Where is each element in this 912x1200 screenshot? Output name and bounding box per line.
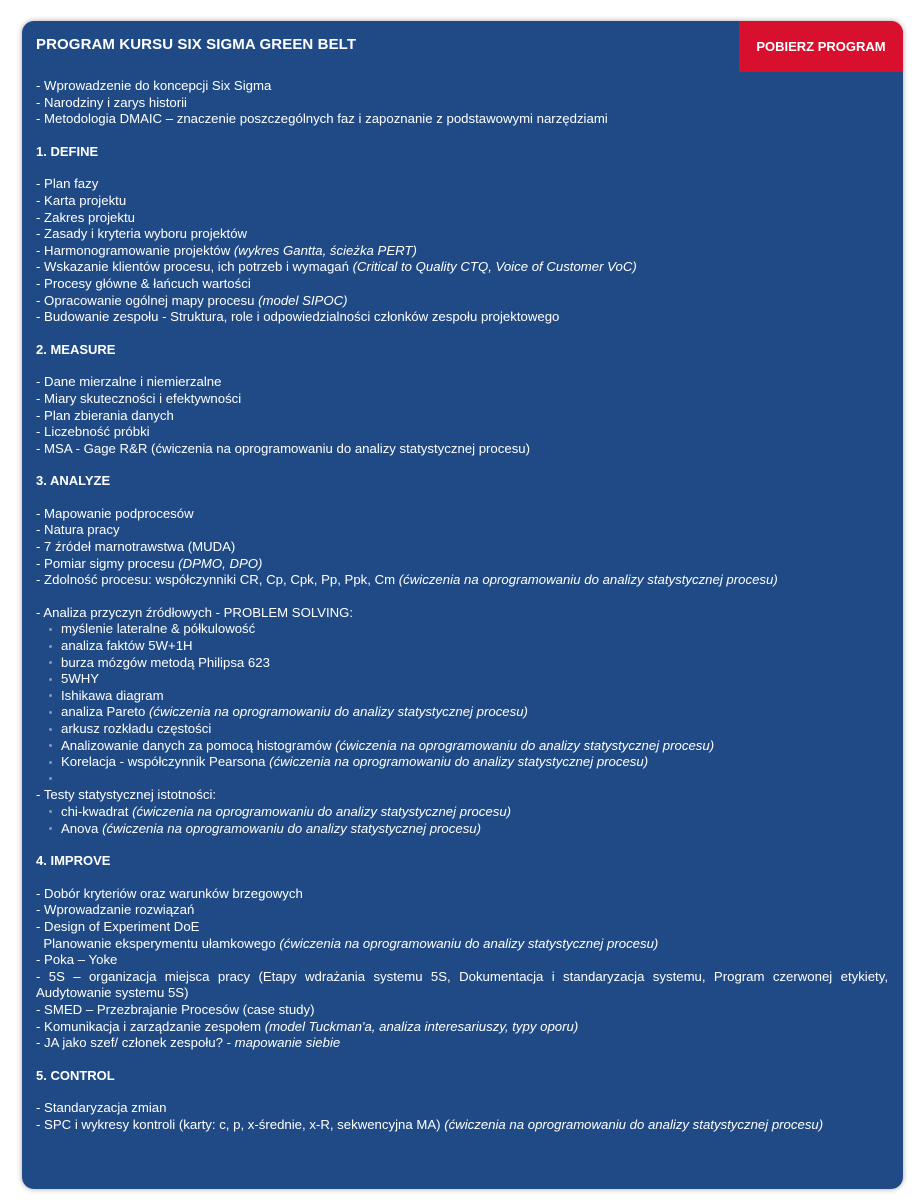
- list-item: - Miary skuteczności i efektywności: [36, 390, 242, 406]
- item-note: (ćwiczenia na oprogramowaniu do analizy statystycznej procesu): [335, 737, 715, 753]
- section-heading-define: 1. DEFINE: [36, 143, 99, 159]
- item-text: - SMED – Przezbrajanie Procesów (case study): [36, 1001, 315, 1017]
- item-note: (ćwiczenia na oprogramowaniu do analizy statystycznej procesu): [444, 1116, 824, 1132]
- list-item: [36, 902, 888, 919]
- sub-list-item: [36, 704, 888, 721]
- list-item: - MSA - Gage R&R (ćwiczenia na oprogramowaniu do analizy statystycznej procesu): [36, 440, 531, 456]
- item-text: Korelacja - współczynnik Pearsona: [61, 754, 270, 770]
- list-item: [36, 176, 888, 193]
- item-text: - Komunikacja i zarządzanie zespołem: [36, 1018, 265, 1034]
- item-text: - 5S – organizacja miejsca pracy (Etapy wdrażania systemu 5S, Dokumentacja i standaryzacja systemu, Program czerwonej etykiety, Audytowanie systemu 5S): [36, 968, 888, 1001]
- item-text: - Pomiar sigmy procesu: [36, 555, 179, 571]
- list-item: [36, 1117, 888, 1134]
- item-text: 5WHY: [61, 671, 100, 687]
- item-note: (ćwiczenia na oprogramowaniu do analizy statystycznej procesu): [398, 572, 778, 588]
- item-text: - Zasady i kryteria wyboru projektów: [36, 226, 248, 242]
- list-item: [36, 193, 888, 210]
- item-text: burza mózgów metodą Philipsa 623: [61, 654, 270, 670]
- list-item: [36, 309, 888, 326]
- item-note: (ćwiczenia na oprogramowaniu do analizy statystycznej procesu): [102, 820, 482, 836]
- item-text: - Poka – Yoke: [36, 952, 118, 968]
- sub-list-item: [36, 754, 888, 771]
- item-text: arkusz rozkładu częstości: [61, 721, 212, 736]
- item-text: Planowanie eksperymentu ułamkowego: [36, 935, 280, 951]
- sub-list-item: [36, 721, 888, 738]
- sub-list-item: [36, 655, 888, 672]
- sub-list-item: [36, 821, 888, 838]
- item-text: - Opracowanie ogólnej mapy procesu: [36, 292, 259, 308]
- list-item: [36, 293, 888, 310]
- item-note: (ćwiczenia na oprogramowaniu do analizy statystycznej procesu): [279, 935, 659, 951]
- item-text: - Procesy główne & łańcuch wartości: [36, 275, 251, 291]
- item-note: (ćwiczenia na oprogramowaniu do analizy statystycznej procesu): [269, 754, 649, 770]
- item-note: (model Tuckman'a, analiza interesariuszy, typy oporu): [264, 1018, 579, 1034]
- item-text: - Karta projektu: [36, 192, 127, 208]
- sub-list-item: [36, 621, 888, 638]
- item-text: - 7 źródeł marnotrawstwa (MUDA): [36, 539, 236, 555]
- item-note: (DPMO, DPO): [178, 555, 263, 571]
- root-cause-title: - Analiza przyczyn źródłowych - PROBLEM SOLVING:: [36, 604, 354, 620]
- item-text: - Budowanie zespołu - Struktura, role i odpowiedzialności członków zespołu projektowego: [36, 309, 560, 325]
- list-item: - Dane mierzalne i niemierzalne: [36, 374, 222, 390]
- item-text: - Standaryzacja zmian: [36, 1100, 167, 1116]
- item-text: analiza faktów 5W+1H: [61, 638, 193, 654]
- course-program-card: [22, 21, 903, 1189]
- item-text: - Natura pracy: [36, 522, 120, 538]
- item-text: - Zdolność procesu: współczynniki CR, Cp, Cpk, Pp, Ppk, Cm: [36, 572, 399, 588]
- item-text: - Design of Experiment DoE: [36, 918, 200, 934]
- section-heading-measure: 2. MEASURE: [36, 341, 116, 357]
- list-item: [36, 1019, 888, 1036]
- item-text: - Mapowanie podprocesów: [36, 505, 194, 521]
- list-item: [36, 210, 888, 227]
- list-item: [36, 506, 888, 523]
- item-text: - Wskazanie klientów procesu, ich potrzeb i wymagań: [36, 259, 353, 275]
- item-text: - Wprowadzanie rozwiązań: [36, 902, 195, 918]
- sub-list-item-empty: [36, 771, 888, 788]
- item-text: Anova: [61, 820, 103, 836]
- intro-item: - Metodologia DMAIC – znaczenie poszczególnych faz i zapoznanie z podstawowymi narzędziami: [36, 111, 608, 127]
- item-note: (ćwiczenia na oprogramowaniu do analizy statystycznej procesu): [148, 704, 528, 720]
- sub-list-item: [36, 671, 888, 688]
- item-note: mapowanie siebie: [234, 1035, 341, 1051]
- list-item: [36, 243, 888, 260]
- item-text: Analizowanie danych za pomocą histogramów: [61, 737, 336, 753]
- item-text: chi-kwadrat: [61, 803, 133, 819]
- item-text: - JA jako szef/ członek zespołu? -: [36, 1035, 235, 1051]
- list-item: [36, 1002, 888, 1019]
- program-content: [36, 78, 888, 1133]
- list-item: [36, 936, 888, 953]
- list-item: [36, 226, 888, 243]
- item-text: Ishikawa diagram: [61, 687, 164, 703]
- item-note: (model SIPOC): [258, 292, 348, 308]
- list-item: [36, 259, 888, 276]
- section-heading-improve: 4. IMPROVE: [36, 853, 111, 869]
- list-item: [36, 522, 888, 539]
- list-item: [36, 276, 888, 293]
- sub-list-item: [36, 638, 888, 655]
- sub-list-item: [36, 688, 888, 705]
- intro-item: - Narodziny i zarys historii: [36, 94, 187, 110]
- item-note: (Critical to Quality CTQ, Voice of Customer VoC): [352, 259, 637, 275]
- tests-title: - Testy statystycznej istotności:: [36, 787, 217, 803]
- page-title: PROGRAM KURSU SIX SIGMA GREEN BELT: [36, 36, 357, 53]
- list-item: [36, 1035, 888, 1052]
- section-heading-analyze: 3. ANALYZE: [36, 473, 111, 489]
- list-item: [36, 572, 888, 589]
- section-heading-control: 5. CONTROL: [36, 1067, 115, 1083]
- list-item: - Plan zbierania danych: [36, 407, 174, 423]
- item-text: - Harmonogramowanie projektów: [36, 242, 234, 258]
- list-item: [36, 919, 888, 936]
- list-item: [36, 556, 888, 573]
- item-text: - SPC i wykresy kontroli (karty: c, p, x-średnie, x-R, sekwencyjna MA): [36, 1116, 445, 1132]
- list-item: - Liczebność próbki: [36, 424, 150, 440]
- intro-item: - Wprowadzenie do koncepcji Six Sigma: [36, 78, 272, 93]
- list-item: [36, 969, 888, 1002]
- sub-list-item: [36, 804, 888, 821]
- list-item: [36, 886, 888, 903]
- item-text: - Zakres projektu: [36, 209, 135, 225]
- download-program-button[interactable]: POBIERZ PROGRAM: [739, 21, 903, 72]
- sub-list-item: [36, 738, 888, 755]
- item-text: - Plan fazy: [36, 176, 99, 192]
- item-text: analiza Pareto: [61, 704, 149, 720]
- item-text: myślenie lateralne & półkulowość: [61, 621, 256, 637]
- list-item: [36, 1100, 888, 1117]
- item-note: (wykres Gantta, ścieżka PERT): [233, 242, 417, 258]
- list-item: [36, 952, 888, 969]
- spacer: [36, 589, 888, 605]
- list-item: [36, 539, 888, 556]
- item-note: (ćwiczenia na oprogramowaniu do analizy statystycznej procesu): [132, 803, 512, 819]
- item-text: - Dobór kryteriów oraz warunków brzegowych: [36, 885, 303, 901]
